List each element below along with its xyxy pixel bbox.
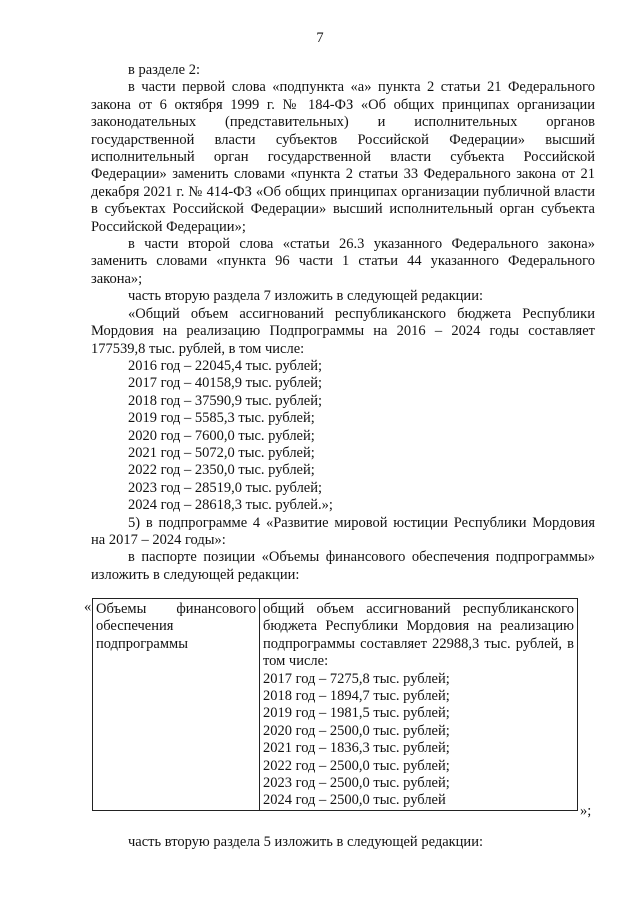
closing-quote: »;	[580, 803, 592, 819]
table-year-line: 2023 год – 2500,0 тыс. рублей;	[263, 775, 450, 792]
paragraph-subprogram-4: 5) в подпрограмме 4 «Развитие мировой юстиции Республики Мордовия на 2017 – 2024 годы»:	[91, 514, 595, 548]
label-line-2: обеспечения	[96, 618, 174, 635]
year-line-2022: 2022 год – 2350,0 тыс. рублей;	[128, 462, 315, 479]
table-year-line: 2020 год – 2500,0 тыс. рублей;	[263, 722, 450, 739]
paragraph-total-volume: «Общий объем ассигнований республиканского бюджета Республики Мордовия на реализацию Подпрограммы на 2016 – 2024 годы составляет 177539,8 тыс. рублей, в том числе:	[91, 305, 595, 357]
table-year-line: 2022 год – 2500,0 тыс. рублей;	[263, 757, 450, 774]
document-body	[91, 62, 595, 584]
passport-table	[92, 598, 578, 811]
page-number: 7	[316, 30, 324, 46]
table-row	[93, 599, 578, 811]
value-intro: общий объем ассигнований республиканского бюджета Республики Мордовия на реализацию подпрограммы составляет 22988,3 тыс. рублей, в том числе:	[263, 601, 574, 670]
table-year-line: 2021 год – 1836,3 тыс. рублей;	[263, 740, 450, 757]
paragraph-part-one: в части первой слова «подпункта «а» пункта 2 статьи 21 Федерального закона от 6 октября 1999 г. № 184-ФЗ «Об общих принципах организации законодательных (представительных) и исполнительных органов государственной власти субъектов Российской Федерации» высший исполнительный орган государственной власти субъекта Российской Федерации» заменить словами «пункта 2 статьи 33 Федерального закона от 21 декабря 2021 г. № 414-ФЗ «Об общих принципах организации публичной власти в субъектах Российской Федерации» высший исполнительный орган субъекта Российской Федерации»;	[91, 79, 595, 235]
paragraph-section-5-intro: часть вторую раздела 5 изложить в следующей редакции:	[128, 834, 483, 850]
year-line-2018: 2018 год – 37590,9 тыс. рублей;	[128, 392, 323, 409]
opening-quote: «	[84, 599, 92, 615]
year-line-2017: 2017 год – 40158,9 тыс. рублей;	[128, 375, 323, 392]
label-line-1: Объемы финансового	[96, 601, 256, 617]
year-line-2021: 2021 год – 5072,0 тыс. рублей;	[128, 444, 315, 461]
table-year-line: 2017 год – 7275,8 тыс. рублей;	[263, 670, 450, 687]
table-year-line: 2024 год – 2500,0 тыс. рублей	[263, 792, 446, 809]
table-year-line: 2019 год – 1981,5 тыс. рублей;	[263, 705, 450, 722]
table-year-line: 2018 год – 1894,7 тыс. рублей;	[263, 688, 450, 705]
label-line-3: подпрограммы	[96, 635, 188, 652]
paragraph-section-7-intro: часть вторую раздела 7 изложить в следующей редакции:	[128, 288, 483, 305]
year-list	[91, 358, 595, 515]
paragraph-part-two: в части второй слова «статьи 26.3 указанного Федерального закона» заменить словами «пункта 96 части 1 статьи 44 указанного Федерального закона»;	[91, 236, 595, 287]
year-line-2023: 2023 год – 28519,0 тыс. рублей;	[128, 479, 323, 496]
year-line-2016: 2016 год – 22045,4 тыс. рублей;	[128, 357, 323, 374]
year-line-2019: 2019 год – 5585,3 тыс. рублей;	[128, 410, 315, 427]
table-cell-value	[260, 599, 578, 811]
table-cell-label	[93, 599, 260, 811]
year-line-2020: 2020 год – 7600,0 тыс. рублей;	[128, 427, 315, 444]
year-line-2024: 2024 год – 28618,3 тыс. рублей.»;	[128, 497, 333, 514]
paragraph-section-2: в разделе 2:	[128, 62, 201, 78]
paragraph-passport: в паспорте позиции «Объемы финансового обеспечения подпрограммы» изложить в следующей редакции:	[91, 549, 595, 583]
